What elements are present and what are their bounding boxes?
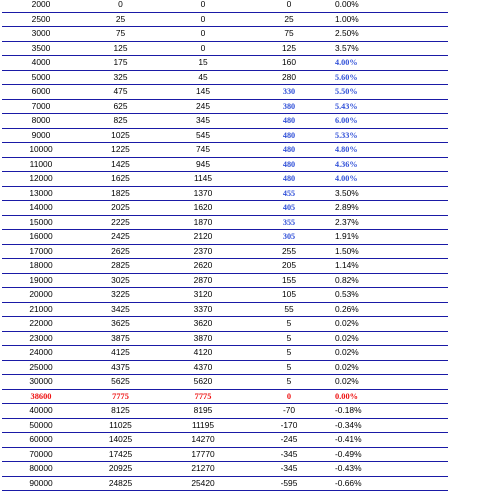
cell-difference[interactable]: 55: [245, 302, 333, 317]
table-row: [2, 346, 448, 361]
cell-percentage[interactable]: 2.89%: [333, 201, 448, 216]
cell-income[interactable]: 9000: [2, 128, 80, 143]
cell-tax-a[interactable]: 325: [80, 70, 161, 85]
cell-tax-a[interactable]: 2825: [80, 259, 161, 274]
cell-percentage[interactable]: -0.66%: [333, 476, 448, 491]
cell-tax-b[interactable]: 3620: [161, 317, 245, 332]
cell-difference[interactable]: 5: [245, 331, 333, 346]
cell-income[interactable]: 14000: [2, 201, 80, 216]
cell-income[interactable]: 15000: [2, 215, 80, 230]
cell-income[interactable]: 23000: [2, 331, 80, 346]
cell-tax-a[interactable]: 2225: [80, 215, 161, 230]
cell-tax-a[interactable]: 1625: [80, 172, 161, 187]
cell-tax-b[interactable]: 15: [161, 56, 245, 71]
table-row: [2, 433, 448, 448]
cell-percentage[interactable]: 0.02%: [333, 317, 448, 332]
cell-tax-b[interactable]: 14270: [161, 433, 245, 448]
table-row: [2, 273, 448, 288]
cell-percentage[interactable]: 5.60%: [333, 70, 448, 85]
cell-income[interactable]: 38600: [2, 389, 80, 404]
cell-tax-a[interactable]: 3625: [80, 317, 161, 332]
cell-tax-b[interactable]: 21270: [161, 462, 245, 477]
cell-tax-a[interactable]: 20925: [80, 462, 161, 477]
cell-tax-a[interactable]: 5625: [80, 375, 161, 390]
cell-tax-a[interactable]: 75: [80, 27, 161, 42]
cell-difference[interactable]: 75: [245, 27, 333, 42]
cell-income[interactable]: 17000: [2, 244, 80, 259]
cell-income[interactable]: 25000: [2, 360, 80, 375]
cell-percentage[interactable]: 4.00%: [333, 56, 448, 71]
cell-percentage[interactable]: 0.26%: [333, 302, 448, 317]
cell-tax-b[interactable]: 7775: [161, 389, 245, 404]
cell-income[interactable]: 40000: [2, 404, 80, 419]
cell-tax-b[interactable]: 145: [161, 85, 245, 100]
cell-income[interactable]: 50000: [2, 418, 80, 433]
table-row: [2, 157, 448, 172]
table-row: [2, 128, 448, 143]
cell-percentage[interactable]: 3.50%: [333, 186, 448, 201]
cell-percentage[interactable]: 6.00%: [333, 114, 448, 129]
cell-tax-b[interactable]: 45: [161, 70, 245, 85]
table-row: [2, 41, 448, 56]
cell-difference[interactable]: 105: [245, 288, 333, 303]
table-row: [2, 389, 448, 404]
cell-tax-a[interactable]: 2025: [80, 201, 161, 216]
cell-tax-b[interactable]: 3120: [161, 288, 245, 303]
cell-difference[interactable]: 280: [245, 70, 333, 85]
cell-tax-a[interactable]: 4125: [80, 346, 161, 361]
cell-tax-b[interactable]: 1620: [161, 201, 245, 216]
table-row: [2, 0, 448, 12]
cell-income[interactable]: 2500: [2, 12, 80, 27]
cell-tax-b[interactable]: 8195: [161, 404, 245, 419]
table-row: [2, 143, 448, 158]
cell-percentage[interactable]: 2.37%: [333, 215, 448, 230]
cell-income[interactable]: 24000: [2, 346, 80, 361]
table-row: [2, 70, 448, 85]
cell-tax-a[interactable]: 25: [80, 12, 161, 27]
cell-difference[interactable]: 0: [245, 389, 333, 404]
cell-difference[interactable]: 125: [245, 41, 333, 56]
cell-difference[interactable]: 355: [245, 215, 333, 230]
cell-tax-a[interactable]: 2625: [80, 244, 161, 259]
cell-difference[interactable]: 480: [245, 114, 333, 129]
cell-income[interactable]: 6000: [2, 85, 80, 100]
cell-tax-b[interactable]: 1370: [161, 186, 245, 201]
data-table-body: [2, 0, 448, 491]
cell-percentage[interactable]: -0.18%: [333, 404, 448, 419]
cell-tax-a[interactable]: 1825: [80, 186, 161, 201]
cell-income[interactable]: 18000: [2, 259, 80, 274]
cell-percentage[interactable]: -0.49%: [333, 447, 448, 462]
cell-difference[interactable]: 5: [245, 360, 333, 375]
cell-percentage[interactable]: 0.53%: [333, 288, 448, 303]
cell-income[interactable]: 30000: [2, 375, 80, 390]
cell-tax-b[interactable]: 945: [161, 157, 245, 172]
cell-tax-b[interactable]: 11195: [161, 418, 245, 433]
table-row: [2, 462, 448, 477]
data-table: [2, 0, 448, 491]
cell-tax-a[interactable]: 1025: [80, 128, 161, 143]
cell-income[interactable]: 80000: [2, 462, 80, 477]
table-row: [2, 476, 448, 491]
cell-difference[interactable]: 480: [245, 172, 333, 187]
cell-tax-b[interactable]: 2620: [161, 259, 245, 274]
cell-difference[interactable]: -245: [245, 433, 333, 448]
cell-income[interactable]: 3500: [2, 41, 80, 56]
cell-percentage[interactable]: 1.50%: [333, 244, 448, 259]
cell-tax-a[interactable]: 3875: [80, 331, 161, 346]
cell-income[interactable]: 13000: [2, 186, 80, 201]
table-row: [2, 302, 448, 317]
table-row: [2, 230, 448, 245]
cell-tax-b[interactable]: 25420: [161, 476, 245, 491]
cell-tax-b[interactable]: 3370: [161, 302, 245, 317]
cell-income[interactable]: 19000: [2, 273, 80, 288]
table-row: [2, 12, 448, 27]
cell-percentage[interactable]: -0.41%: [333, 433, 448, 448]
cell-percentage[interactable]: 0.02%: [333, 360, 448, 375]
cell-difference[interactable]: 5: [245, 346, 333, 361]
cell-tax-b[interactable]: 2370: [161, 244, 245, 259]
table-row: [2, 201, 448, 216]
table-row: [2, 56, 448, 71]
table-row: [2, 418, 448, 433]
cell-tax-a[interactable]: 3225: [80, 288, 161, 303]
cell-tax-b[interactable]: 17770: [161, 447, 245, 462]
table-row: [2, 331, 448, 346]
cell-tax-b[interactable]: 745: [161, 143, 245, 158]
cell-percentage[interactable]: 1.00%: [333, 12, 448, 27]
cell-percentage[interactable]: 4.00%: [333, 172, 448, 187]
cell-tax-b[interactable]: 1145: [161, 172, 245, 187]
cell-income[interactable]: 8000: [2, 114, 80, 129]
table-row: [2, 85, 448, 100]
cell-difference[interactable]: -345: [245, 447, 333, 462]
cell-percentage[interactable]: 0.00%: [333, 389, 448, 404]
cell-income[interactable]: 16000: [2, 230, 80, 245]
cell-income[interactable]: 60000: [2, 433, 80, 448]
cell-tax-a[interactable]: 1225: [80, 143, 161, 158]
cell-tax-a[interactable]: 24825: [80, 476, 161, 491]
cell-difference[interactable]: 480: [245, 128, 333, 143]
cell-income[interactable]: 7000: [2, 99, 80, 114]
cell-difference[interactable]: 330: [245, 85, 333, 100]
cell-difference[interactable]: -345: [245, 462, 333, 477]
cell-tax-a[interactable]: 14025: [80, 433, 161, 448]
cell-tax-b[interactable]: 0: [161, 0, 245, 12]
cell-difference[interactable]: 405: [245, 201, 333, 216]
table-row: [2, 360, 448, 375]
table-row: [2, 317, 448, 332]
cell-tax-a[interactable]: 11025: [80, 418, 161, 433]
cell-difference[interactable]: 255: [245, 244, 333, 259]
cell-percentage[interactable]: 5.50%: [333, 85, 448, 100]
cell-tax-a[interactable]: 2425: [80, 230, 161, 245]
cell-income[interactable]: 22000: [2, 317, 80, 332]
cell-percentage[interactable]: 0.02%: [333, 331, 448, 346]
cell-difference[interactable]: 0: [245, 0, 333, 12]
cell-difference[interactable]: 480: [245, 157, 333, 172]
cell-tax-a[interactable]: 0: [80, 0, 161, 12]
cell-tax-b[interactable]: 0: [161, 12, 245, 27]
cell-income[interactable]: 70000: [2, 447, 80, 462]
cell-tax-a[interactable]: 125: [80, 41, 161, 56]
cell-tax-b[interactable]: 3870: [161, 331, 245, 346]
table-row: [2, 259, 448, 274]
cell-difference[interactable]: -170: [245, 418, 333, 433]
table-row: [2, 215, 448, 230]
cell-percentage[interactable]: 1.91%: [333, 230, 448, 245]
cell-percentage[interactable]: 5.43%: [333, 99, 448, 114]
table-row: [2, 27, 448, 42]
table-row: [2, 375, 448, 390]
table-row: [2, 447, 448, 462]
cell-tax-b[interactable]: 1870: [161, 215, 245, 230]
cell-percentage[interactable]: 0.02%: [333, 346, 448, 361]
cell-income[interactable]: 11000: [2, 157, 80, 172]
cell-income[interactable]: 21000: [2, 302, 80, 317]
cell-difference[interactable]: -595: [245, 476, 333, 491]
cell-difference[interactable]: 480: [245, 143, 333, 158]
table-row: [2, 114, 448, 129]
table-row: [2, 172, 448, 187]
cell-tax-b[interactable]: 4120: [161, 346, 245, 361]
cell-income[interactable]: 10000: [2, 143, 80, 158]
cell-difference[interactable]: 455: [245, 186, 333, 201]
cell-income[interactable]: 5000: [2, 70, 80, 85]
cell-tax-b[interactable]: 545: [161, 128, 245, 143]
cell-tax-b[interactable]: 345: [161, 114, 245, 129]
cell-percentage[interactable]: 1.14%: [333, 259, 448, 274]
cell-percentage[interactable]: 3.57%: [333, 41, 448, 56]
cell-income[interactable]: 3000: [2, 27, 80, 42]
cell-percentage[interactable]: -0.34%: [333, 418, 448, 433]
cell-tax-b[interactable]: 2120: [161, 230, 245, 245]
cell-tax-a[interactable]: 475: [80, 85, 161, 100]
cell-tax-a[interactable]: 625: [80, 99, 161, 114]
cell-tax-a[interactable]: 7775: [80, 389, 161, 404]
cell-difference[interactable]: 5: [245, 375, 333, 390]
cell-percentage[interactable]: 0.82%: [333, 273, 448, 288]
cell-difference[interactable]: 205: [245, 259, 333, 274]
cell-income[interactable]: 2000: [2, 0, 80, 12]
cell-tax-a[interactable]: 825: [80, 114, 161, 129]
cell-tax-a[interactable]: 1425: [80, 157, 161, 172]
cell-income[interactable]: 12000: [2, 172, 80, 187]
cell-tax-a[interactable]: 17425: [80, 447, 161, 462]
cell-percentage[interactable]: 5.33%: [333, 128, 448, 143]
cell-tax-b[interactable]: 5620: [161, 375, 245, 390]
table-row: [2, 244, 448, 259]
cell-percentage[interactable]: 4.80%: [333, 143, 448, 158]
cell-tax-a[interactable]: 3025: [80, 273, 161, 288]
cell-tax-b[interactable]: 245: [161, 99, 245, 114]
cell-difference[interactable]: 380: [245, 99, 333, 114]
cell-tax-b[interactable]: 2870: [161, 273, 245, 288]
cell-tax-a[interactable]: 8125: [80, 404, 161, 419]
cell-income[interactable]: 20000: [2, 288, 80, 303]
cell-difference[interactable]: 25: [245, 12, 333, 27]
table-row: [2, 99, 448, 114]
cell-difference[interactable]: -70: [245, 404, 333, 419]
cell-tax-a[interactable]: 4375: [80, 360, 161, 375]
cell-percentage[interactable]: 0.02%: [333, 375, 448, 390]
cell-difference[interactable]: 5: [245, 317, 333, 332]
cell-percentage[interactable]: 4.36%: [333, 157, 448, 172]
cell-percentage[interactable]: 2.50%: [333, 27, 448, 42]
cell-percentage[interactable]: -0.43%: [333, 462, 448, 477]
cell-percentage[interactable]: 0.00%: [333, 0, 448, 12]
cell-income[interactable]: 4000: [2, 56, 80, 71]
cell-tax-a[interactable]: 3425: [80, 302, 161, 317]
cell-difference[interactable]: 155: [245, 273, 333, 288]
cell-tax-b[interactable]: 0: [161, 27, 245, 42]
cell-tax-a[interactable]: 175: [80, 56, 161, 71]
cell-tax-b[interactable]: 0: [161, 41, 245, 56]
cell-difference[interactable]: 160: [245, 56, 333, 71]
table-row: [2, 288, 448, 303]
cell-difference[interactable]: 305: [245, 230, 333, 245]
cell-income[interactable]: 90000: [2, 476, 80, 491]
table-row: [2, 186, 448, 201]
table-row: [2, 404, 448, 419]
cell-tax-b[interactable]: 4370: [161, 360, 245, 375]
